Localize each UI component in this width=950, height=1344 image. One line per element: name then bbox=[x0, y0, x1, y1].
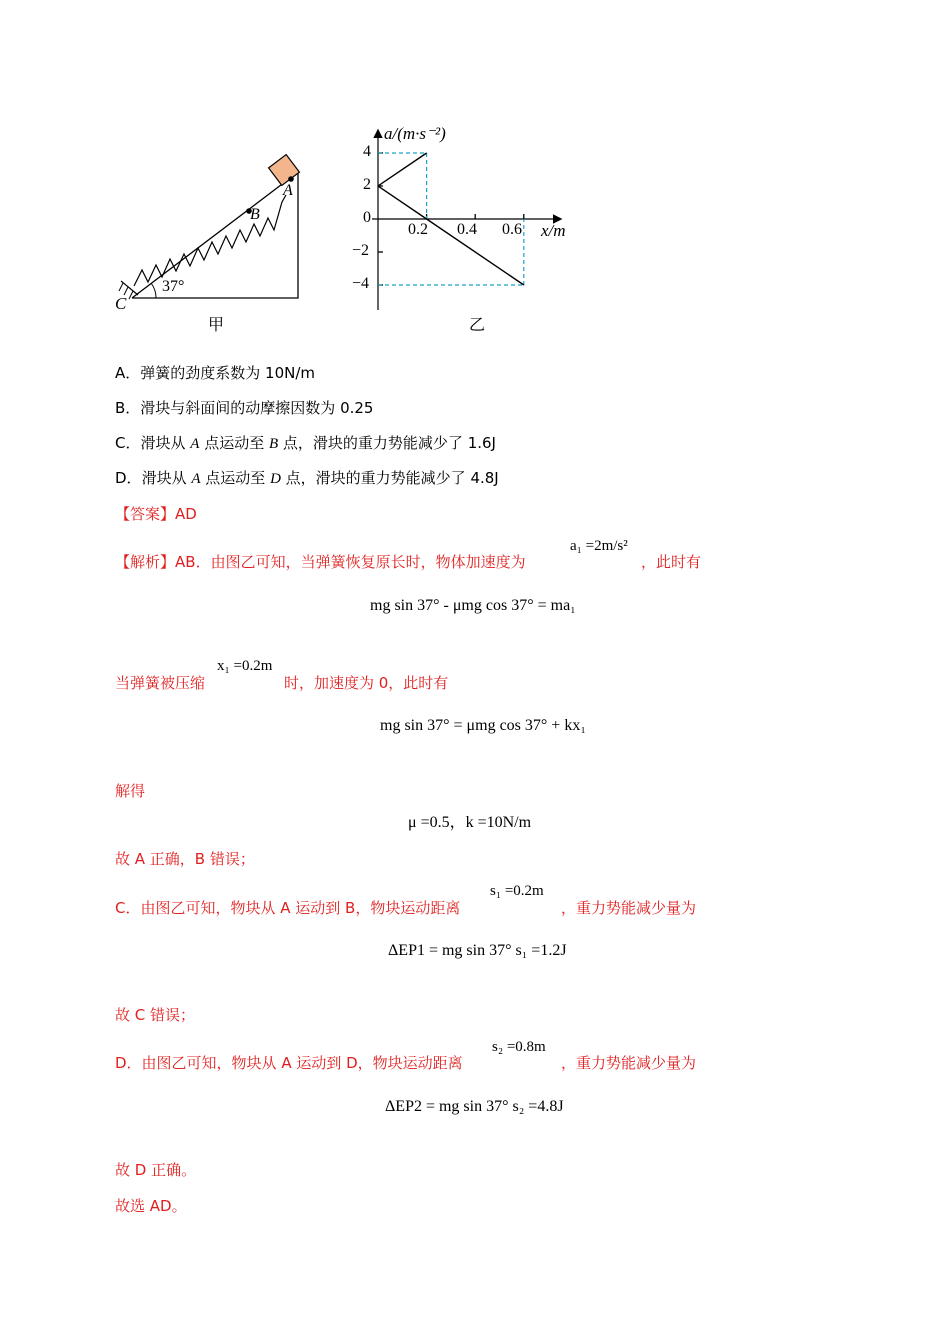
option-b: B．滑块与斜面间的动摩擦因数为 0.25 bbox=[115, 399, 374, 417]
formula-4: ΔEP1 = mg sin 37° s₁ =1.2J bbox=[388, 942, 567, 959]
y-tick-neg2: −2 bbox=[352, 242, 370, 259]
angle-arc bbox=[151, 283, 156, 298]
conclusion-c: 故 C 错误； bbox=[115, 1006, 196, 1024]
y-tick-2: 2 bbox=[363, 176, 371, 193]
analysis-d-line: D．由图乙可知，物块从 A 运动到 D，物块运动距离 bbox=[115, 1054, 463, 1072]
solve-label: 解得 bbox=[115, 782, 146, 800]
point-a-dot bbox=[288, 176, 294, 182]
incline-triangle bbox=[132, 172, 298, 298]
y-tick-0: 0 bbox=[363, 209, 371, 226]
option-a: A．弹簧的劲度系数为 10N/m bbox=[115, 364, 316, 382]
eq-a1: a₁ =2m/s² bbox=[570, 538, 628, 554]
figure-yi-caption: 乙 bbox=[469, 315, 486, 334]
eq-x1: x₁ =0.2m bbox=[217, 658, 273, 674]
analysis-c-line-end: ，重力势能减少量为 bbox=[561, 899, 697, 917]
analysis-d-line-end: ，重力势能减少量为 bbox=[561, 1054, 697, 1072]
point-b-label: B bbox=[250, 206, 260, 223]
answer-line: 【答案】AD bbox=[115, 505, 197, 523]
figure-jia-caption: 甲 bbox=[208, 315, 225, 334]
conclusion-ab: 故 A 正确，B 错误； bbox=[115, 850, 255, 868]
analysis-line-1-end: ，此时有 bbox=[641, 553, 702, 571]
point-c-label: C bbox=[115, 294, 127, 313]
x-axis-label: x/m bbox=[541, 221, 566, 240]
x-tick-0.4: 0.4 bbox=[457, 221, 477, 238]
y-tick-neg4: −4 bbox=[352, 275, 370, 292]
formula-3: μ =0.5，k =10N/m bbox=[408, 814, 532, 831]
eq-s1: s₁ =0.2m bbox=[490, 883, 544, 899]
conclusion-d: 故 D 正确。 bbox=[115, 1161, 197, 1179]
formula-2: mg sin 37° = μmg cos 37° + kx₁ bbox=[380, 717, 586, 734]
spring bbox=[134, 195, 286, 286]
analysis-c-line: C．由图乙可知，物块从 A 运动到 B，物块运动距离 bbox=[115, 899, 461, 917]
final-answer: 故选 AD。 bbox=[115, 1197, 187, 1215]
option-c: C．滑块从 A 点运动至 B 点，滑块的重力势能减少了 1.6J bbox=[115, 434, 496, 452]
eq-s2: s₂ =0.8m bbox=[492, 1039, 546, 1055]
block bbox=[269, 155, 300, 186]
y-tick-4: 4 bbox=[363, 143, 371, 160]
option-d: D．滑块从 A 点运动至 D 点，滑块的重力势能减少了 4.8J bbox=[115, 469, 499, 487]
point-a-label: A bbox=[283, 182, 293, 199]
analysis-line-2-end: 时，加速度为 0，此时有 bbox=[284, 674, 449, 692]
angle-label: 37° bbox=[162, 278, 185, 295]
formula-5: ΔEP2 = mg sin 37° s₂ =4.8J bbox=[385, 1098, 564, 1115]
graph-series-line-1 bbox=[378, 153, 427, 186]
x-tick-0.6: 0.6 bbox=[502, 221, 522, 238]
formula-1: mg sin 37° - μmg cos 37° = ma₁ bbox=[370, 597, 576, 614]
analysis-line-2: 当弹簧被压缩 bbox=[115, 674, 206, 692]
y-axis-label: a/(m·s⁻²) bbox=[384, 124, 446, 143]
x-tick-0.2: 0.2 bbox=[408, 221, 428, 238]
analysis-line-1: 【解析】AB．由图乙可知，当弹簧恢复原长时，物体加速度为 bbox=[115, 553, 526, 571]
